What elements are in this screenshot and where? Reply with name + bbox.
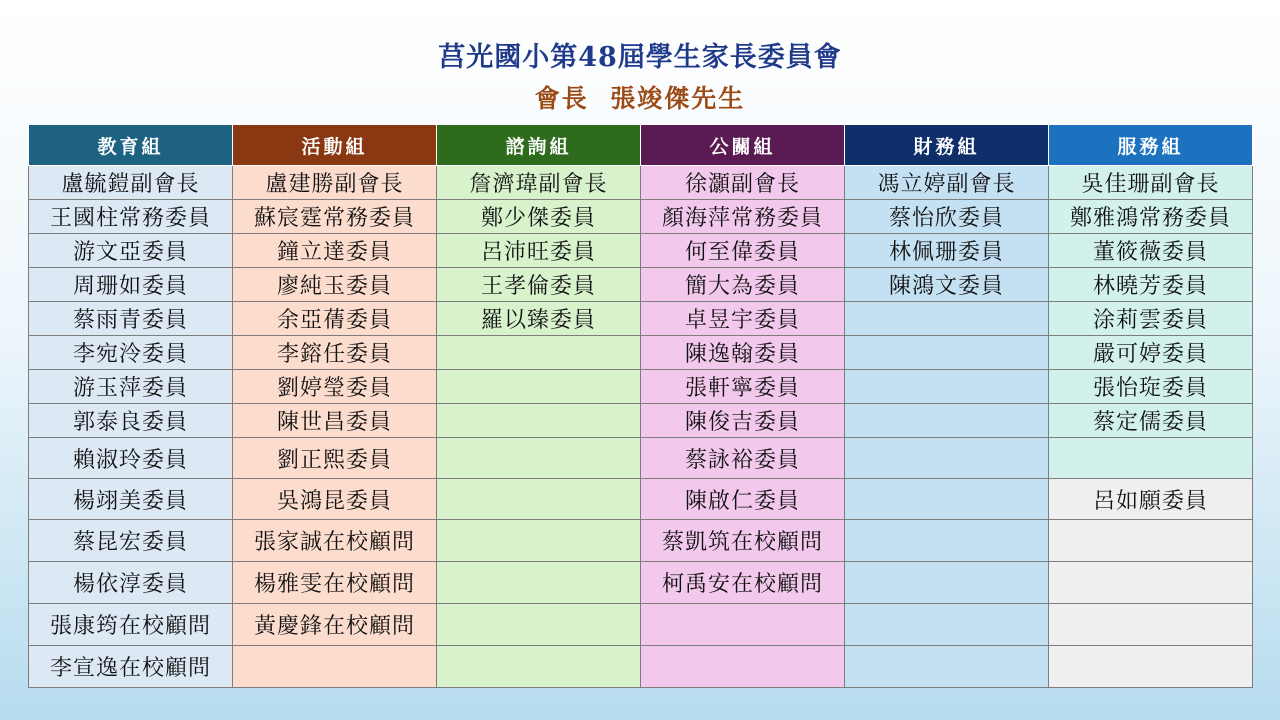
member-cell: 盧建勝副會長 <box>233 166 437 200</box>
member-cell: 張康筠在校顧問 <box>29 604 233 646</box>
member-cell <box>437 520 641 562</box>
member-cell: 楊雅雯在校顧問 <box>233 562 437 604</box>
member-cell: 劉正熙委員 <box>233 438 437 479</box>
member-cell: 廖純玉委員 <box>233 268 437 302</box>
group-header-finance: 財務組 <box>845 125 1049 166</box>
member-cell: 張軒寧委員 <box>641 370 845 404</box>
member-cell <box>641 604 845 646</box>
table-row <box>29 404 1253 438</box>
group-header-service: 服務組 <box>1049 125 1253 166</box>
group-header-consulting: 諮詢組 <box>437 125 641 166</box>
group-header-education: 教育組 <box>29 125 233 166</box>
member-cell: 賴淑玲委員 <box>29 438 233 479</box>
member-cell <box>233 646 437 688</box>
table-row <box>29 302 1253 336</box>
table-row <box>29 479 1253 520</box>
member-cell: 蘇宸霆常務委員 <box>233 200 437 234</box>
member-cell: 蔡怡欣委員 <box>845 200 1049 234</box>
member-cell: 李宛泠委員 <box>29 336 233 370</box>
member-cell: 何至偉委員 <box>641 234 845 268</box>
member-cell: 楊翊美委員 <box>29 479 233 520</box>
member-cell: 李宣逸在校顧問 <box>29 646 233 688</box>
member-cell: 蔡定儒委員 <box>1049 404 1253 438</box>
member-cell: 林曉芳委員 <box>1049 268 1253 302</box>
committee-roster-table <box>28 124 1253 688</box>
member-cell <box>1049 646 1253 688</box>
member-cell <box>437 336 641 370</box>
member-cell <box>845 404 1049 438</box>
member-cell: 郭泰良委員 <box>29 404 233 438</box>
member-cell: 馮立婷副會長 <box>845 166 1049 200</box>
member-cell: 林佩珊委員 <box>845 234 1049 268</box>
roster-body <box>29 166 1253 688</box>
member-cell <box>437 604 641 646</box>
member-cell <box>845 302 1049 336</box>
member-cell: 嚴可婷委員 <box>1049 336 1253 370</box>
member-cell: 鄭少傑委員 <box>437 200 641 234</box>
table-row <box>29 336 1253 370</box>
member-cell: 蔡詠裕委員 <box>641 438 845 479</box>
member-cell: 李鎔任委員 <box>233 336 437 370</box>
member-cell: 陳啟仁委員 <box>641 479 845 520</box>
member-cell: 陳世昌委員 <box>233 404 437 438</box>
president-subtitle: 會長 張竣傑先生 <box>534 84 746 113</box>
member-cell <box>845 646 1049 688</box>
member-cell: 王國柱常務委員 <box>29 200 233 234</box>
member-cell: 王孝倫委員 <box>437 268 641 302</box>
group-header-row <box>29 125 1253 166</box>
member-cell: 盧毓鎧副會長 <box>29 166 233 200</box>
table-row <box>29 166 1253 200</box>
member-cell <box>845 562 1049 604</box>
member-cell: 楊依淳委員 <box>29 562 233 604</box>
member-cell <box>437 479 641 520</box>
member-cell <box>845 336 1049 370</box>
group-header-public-relations: 公關組 <box>641 125 845 166</box>
member-cell <box>437 562 641 604</box>
table-row <box>29 200 1253 234</box>
member-cell: 周珊如委員 <box>29 268 233 302</box>
member-cell <box>845 604 1049 646</box>
member-cell: 董筱薇委員 <box>1049 234 1253 268</box>
member-cell: 徐灝副會長 <box>641 166 845 200</box>
table-row <box>29 268 1253 302</box>
member-cell: 蔡昆宏委員 <box>29 520 233 562</box>
member-cell: 簡大為委員 <box>641 268 845 302</box>
member-cell <box>1049 604 1253 646</box>
member-cell <box>845 438 1049 479</box>
member-cell: 涂莉雲委員 <box>1049 302 1253 336</box>
member-cell: 劉婷瑩委員 <box>233 370 437 404</box>
member-cell: 黃慶鋒在校顧問 <box>233 604 437 646</box>
table-row <box>29 562 1253 604</box>
member-cell: 鐘立達委員 <box>233 234 437 268</box>
member-cell: 呂沛旺委員 <box>437 234 641 268</box>
table-row <box>29 234 1253 268</box>
member-cell <box>1049 562 1253 604</box>
table-row <box>29 370 1253 404</box>
member-cell: 陳俊吉委員 <box>641 404 845 438</box>
member-cell <box>845 370 1049 404</box>
member-cell <box>437 646 641 688</box>
member-cell: 游文亞委員 <box>29 234 233 268</box>
member-cell <box>437 404 641 438</box>
member-cell: 蔡雨青委員 <box>29 302 233 336</box>
member-cell: 游玉萍委員 <box>29 370 233 404</box>
member-cell: 詹濟瑋副會長 <box>437 166 641 200</box>
member-cell <box>437 370 641 404</box>
member-cell: 卓昱宇委員 <box>641 302 845 336</box>
member-cell: 鄭雅鴻常務委員 <box>1049 200 1253 234</box>
member-cell: 陳逸翰委員 <box>641 336 845 370</box>
member-cell <box>1049 438 1253 479</box>
member-cell: 羅以臻委員 <box>437 302 641 336</box>
table-row <box>29 646 1253 688</box>
member-cell: 余亞蒨委員 <box>233 302 437 336</box>
member-cell <box>1049 520 1253 562</box>
table-row <box>29 604 1253 646</box>
member-cell: 吳鴻昆委員 <box>233 479 437 520</box>
page-title: 莒光國小第48屆學生家長委員會 <box>438 42 842 73</box>
member-cell: 顏海萍常務委員 <box>641 200 845 234</box>
member-cell <box>845 520 1049 562</box>
member-cell: 張怡琁委員 <box>1049 370 1253 404</box>
table-row <box>29 438 1253 479</box>
member-cell: 吳佳珊副會長 <box>1049 166 1253 200</box>
member-cell: 陳鴻文委員 <box>845 268 1049 302</box>
member-cell <box>845 479 1049 520</box>
table-row <box>29 520 1253 562</box>
member-cell <box>437 438 641 479</box>
member-cell: 蔡凱筑在校顧問 <box>641 520 845 562</box>
member-cell: 柯禹安在校顧問 <box>641 562 845 604</box>
member-cell: 呂如願委員 <box>1049 479 1253 520</box>
member-cell: 張家誠在校顧問 <box>233 520 437 562</box>
member-cell <box>641 646 845 688</box>
group-header-activities: 活動組 <box>233 125 437 166</box>
